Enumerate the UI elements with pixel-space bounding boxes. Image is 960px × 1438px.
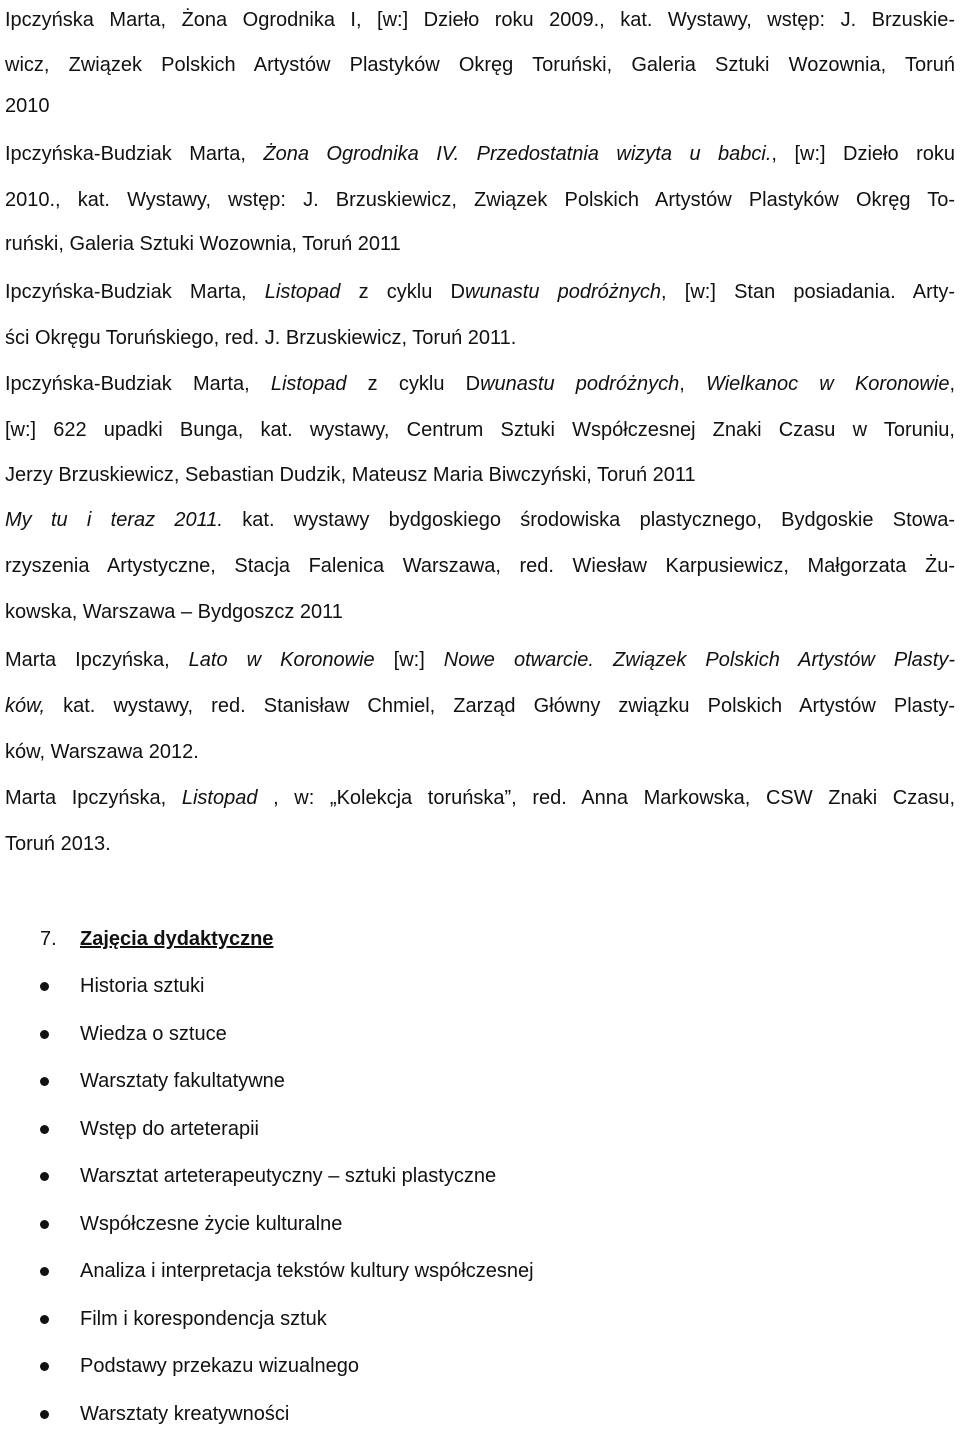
bib-entry-7-line-2 xyxy=(5,824,111,864)
course-item xyxy=(0,1343,960,1391)
section-heading xyxy=(40,921,273,957)
course-name: Warsztaty fakultatywne xyxy=(80,1070,285,1092)
bib-entry-2-line-1 xyxy=(5,134,955,174)
bib-entry-6-line-2 xyxy=(5,686,955,726)
bib-entry-3-line-1 xyxy=(5,272,955,312)
bullet-icon xyxy=(40,1220,49,1229)
bullet-icon xyxy=(40,1172,49,1181)
italic-title: ków, xyxy=(5,695,45,717)
course-name: Film i korespondencja sztuk xyxy=(80,1308,327,1330)
text-run: Marta Ipczyńska, xyxy=(5,787,182,809)
text-run: [w:] xyxy=(375,649,444,671)
italic-title: Nowe otwarcie. Związek Polskich Artystów Plasty- xyxy=(444,649,955,671)
course-name: Warsztaty kreatywności xyxy=(80,1403,289,1425)
course-name: Historia sztuki xyxy=(80,975,204,997)
text-run: [w:] 622 upadki Bunga, kat. wystawy, Centrum Sztuki Współczesnej Znaki Czasu w Toruniu, xyxy=(5,419,955,441)
bullet-icon xyxy=(40,1315,49,1324)
bib-entry-6-line-1 xyxy=(5,640,955,680)
course-name: Analiza i interpretacja tekstów kultury współczesnej xyxy=(80,1260,534,1282)
bullet-icon xyxy=(40,982,49,991)
text-run: ruński, Galeria Sztuki Wozownia, Toruń 2011 xyxy=(5,233,401,255)
course-name: Warsztat arteterapeutyczny – sztuki plastyczne xyxy=(80,1165,496,1187)
bib-entry-1-line-2 xyxy=(5,45,955,85)
bib-entry-2-line-3 xyxy=(5,224,401,264)
course-item xyxy=(0,1201,960,1249)
bib-entry-3-line-2 xyxy=(5,318,516,358)
bullet-icon xyxy=(40,1410,49,1419)
text-run: Brzuskiewicz, Związek Polskich Artystów Plastyków Okręg To- xyxy=(336,189,955,211)
bib-entry-1-line-1 xyxy=(5,0,955,40)
text-run: , xyxy=(949,373,955,395)
text-run: Toruń 2013. xyxy=(5,833,111,855)
text-run: z cyklu D xyxy=(340,281,465,303)
bullet-icon xyxy=(40,1077,49,1086)
bib-entry-7-line-1 xyxy=(5,778,955,818)
text-run: , w: „Kolekcja toruńska”, red. Anna Markowska, CSW Znaki Czasu, xyxy=(257,787,955,809)
bib-entry-1-line-3 xyxy=(5,86,50,126)
text-run: wicz, Związek Polskich Artystów Plastyków Okręg Toruński, Galeria Sztuki Wozownia, Toruń xyxy=(5,54,955,76)
text-run: , [w:] Stan posiadania. Arty- xyxy=(661,281,955,303)
text-run: ków, Warszawa 2012. xyxy=(5,741,199,763)
text-run: Ipczyńska Marta, Żona Ogrodnika I, [w:] Dzieło roku 2009., kat. Wystawy, wstęp: J. Brzuskie- xyxy=(5,9,955,31)
text-run: kat. wystawy bydgoskiego środowiska plastycznego, Bydgoskie Stowa- xyxy=(223,509,955,531)
course-name: Podstawy przekazu wizualnego xyxy=(80,1355,359,1377)
text-run: Ipczyńska-Budziak Marta, xyxy=(5,143,263,165)
course-item xyxy=(0,1296,960,1344)
course-name: Wiedza o sztuce xyxy=(80,1023,227,1045)
bib-entry-5-line-1 xyxy=(5,500,955,540)
bib-entry-4-line-3 xyxy=(5,455,696,495)
bullet-icon xyxy=(40,1030,49,1039)
text-run: Ipczyńska-Budziak Marta, xyxy=(5,281,265,303)
section-number: 7. xyxy=(40,921,80,957)
bullet-icon xyxy=(40,1125,49,1134)
text-run: kat. wystawy, red. Stanisław Chmiel, Zarząd Główny związku Polskich Artystów Plasty- xyxy=(45,695,955,717)
bib-entry-5-line-2 xyxy=(5,546,955,586)
course-item xyxy=(0,1106,960,1154)
bib-entry-2-line-2 xyxy=(5,180,955,220)
italic-title: Listopad xyxy=(182,787,258,809)
italic-title: Żona Ogrodnika IV. Przedostatnia wizyta u babci. xyxy=(263,143,771,165)
text-run: , [w:] Dzieło roku xyxy=(771,143,955,165)
italic-title: wunastu podróżnych xyxy=(465,281,661,303)
bib-entry-6-line-3 xyxy=(5,732,199,772)
text-run: Jerzy Brzuskiewicz, Sebastian Dudzik, Mateusz Maria Biwczyński, Toruń 2011 xyxy=(5,464,696,486)
course-item xyxy=(0,963,960,1011)
bib-entry-4-line-2 xyxy=(5,410,955,450)
text-run: ści Okręgu Toruńskiego, red. J. Brzuskiewicz, Toruń 2011. xyxy=(5,327,516,349)
text-run: 2010., kat. Wystawy, wstęp: J. xyxy=(5,189,336,211)
text-run: z cyklu D xyxy=(346,373,480,395)
bullet-icon xyxy=(40,1267,49,1276)
text-run: rzyszenia Artystyczne, Stacja Falenica Warszawa, red. Wiesław Karpusiewicz, Małgorzata Żu- xyxy=(5,555,955,577)
italic-title: Listopad xyxy=(271,373,347,395)
section-title: Zajęcia dydaktyczne xyxy=(80,928,273,950)
text-run: Ipczyńska-Budziak Marta, xyxy=(5,373,271,395)
course-item xyxy=(0,1058,960,1106)
course-item xyxy=(0,1153,960,1201)
italic-title: Lato w Koronowie xyxy=(189,649,375,671)
italic-title: Wielkanoc w Koronowie xyxy=(706,373,949,395)
text-run: , xyxy=(679,373,706,395)
course-item xyxy=(0,1248,960,1296)
bullet-icon xyxy=(40,1362,49,1371)
course-item xyxy=(0,1011,960,1059)
bib-entry-4-line-1 xyxy=(5,364,955,404)
course-name: Wstęp do arteterapii xyxy=(80,1118,259,1140)
italic-title: My tu i teraz 2011. xyxy=(5,509,223,531)
course-item xyxy=(0,1391,960,1438)
italic-title: Listopad xyxy=(265,281,341,303)
course-list xyxy=(0,963,960,1438)
text-run: kowska, Warszawa – Bydgoszcz 2011 xyxy=(5,601,343,623)
italic-title: wunastu podróżnych xyxy=(480,373,679,395)
bib-entry-5-line-3 xyxy=(5,592,343,632)
text-run: Marta Ipczyńska, xyxy=(5,649,189,671)
text-run: 2010 xyxy=(5,95,50,117)
course-name: Współczesne życie kulturalne xyxy=(80,1213,342,1235)
